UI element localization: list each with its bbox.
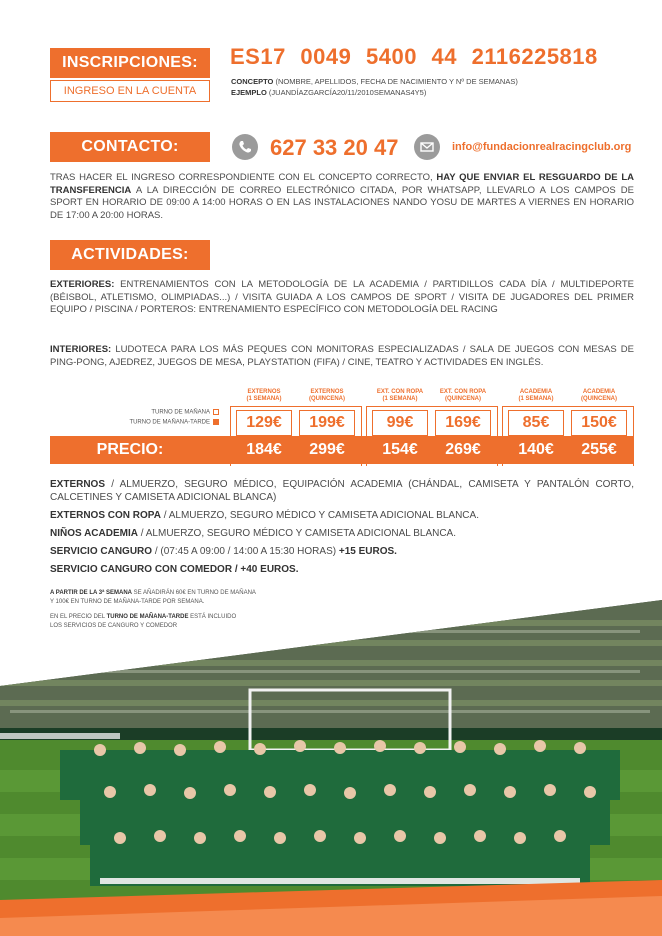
precio-heading: PRECIO: xyxy=(96,441,164,458)
ejemplo-line xyxy=(231,88,426,97)
price-col-head-line1: EXT. CON ROPA xyxy=(439,389,487,395)
mail-icon xyxy=(414,134,440,160)
academia-detail-label: NIÑOS ACADEMIA xyxy=(50,528,138,539)
price-col-head-line2: (1 SEMANA) xyxy=(518,396,554,402)
interiores-text: LUDOTECA PARA LOS MÁS PEQUES CON MONITORAS ESPECIALIZADAS / SALA DE JUEGOS CON MESAS DE PING-PONG, AJEDREZ, JUEGOS DE MESA, PLAYSTATION (FIFA) / CINE, TEATRO Y ACTIVIDADES EN INGLÉS. xyxy=(50,344,634,368)
price-col-head-line2: (1 SEMANA) xyxy=(382,396,418,402)
phone-icon xyxy=(232,134,258,160)
exteriores-text: ENTRENAMIENTOS CON LA METODOLOGÍA DE LA ACADEMIA / PARTIDILLOS CADA DÍA / MULTIDEPORTE (BÉISBOL, ATLETISMO, OLIMPIADAS...) / VISITA GUIADA A LOS CAMPOS DE SPORT / VISITA DE JUGADORES DEL PRIMER EQUIPO / PISCINA / PORTEROS: ENTRENAMIENTO ESPECÍFICO CON METODOLOGÍA DEL RACING xyxy=(50,279,634,315)
price-manana: 199€ xyxy=(299,410,355,436)
legend-manana-swatch xyxy=(213,409,219,415)
note-weeks-bold: A PARTIR DE LA 3ª SEMANA xyxy=(50,590,133,596)
legend-tarde xyxy=(129,419,219,426)
contacto-heading: CONTACTO: xyxy=(50,132,210,162)
legend-manana xyxy=(151,409,219,416)
price-tarde: 154€ xyxy=(372,437,428,463)
inscripciones-heading: INSCRIPCIONES: xyxy=(50,48,210,78)
canguro-detail-price: +15 EUROS. xyxy=(338,546,397,557)
price-col-head xyxy=(433,389,493,403)
price-col-head xyxy=(297,389,357,403)
note-weeks-text: SE AÑADIRÁN 60€ EN TURNO DE MAÑANA xyxy=(132,590,256,596)
team-photo xyxy=(0,600,662,936)
price-col-head-line2: (1 SEMANA) xyxy=(246,396,282,402)
price-col-head xyxy=(569,389,629,403)
price-col-head xyxy=(506,389,566,403)
price-manana: 99€ xyxy=(372,410,428,436)
iban-number: ES17 0049 5400 44 2116225818 xyxy=(230,44,598,69)
price-manana: 169€ xyxy=(435,410,491,436)
price-tarde: 184€ xyxy=(236,437,292,463)
externos-detail xyxy=(50,478,634,504)
price-tarde: 299€ xyxy=(299,437,355,463)
note-turno-text: EN EL PRECIO DEL xyxy=(50,614,107,620)
ropa-detail xyxy=(50,509,634,522)
note-turno-2: LOS SERVICIOS DE CANGURO Y COMEDOR xyxy=(50,623,178,629)
exteriores-label: EXTERIORES: xyxy=(50,279,115,290)
price-tarde: 140€ xyxy=(508,437,564,463)
note-turno-text2: ESTÁ INCLUIDO xyxy=(188,614,237,620)
legend-tarde-label: TURNO DE MAÑANA-TARDE xyxy=(129,419,210,426)
academia-detail-text: / ALMUERZO, SEGURO MÉDICO Y CAMISETA ADICIONAL BLANCA. xyxy=(137,528,457,539)
exteriores-paragraph xyxy=(50,279,634,317)
contacto-text-bold: HAY QUE ENVIAR EL RESGUARDO DE LA TRANSFERENCIA xyxy=(50,172,634,196)
comedor-detail-price: +40 EUROS. xyxy=(240,564,299,575)
canguro-detail xyxy=(50,545,634,558)
email-link[interactable]: info@fundacionrealracingclub.org xyxy=(452,141,632,153)
concepto-label: CONCEPTO xyxy=(231,77,274,86)
price-col-head-line1: EXTERNOS xyxy=(247,389,281,395)
price-col-head-line1: EXTERNOS xyxy=(310,389,344,395)
contacto-text-2: A LA DIRECCIÓN DE CORREO ELECTRÓNICO CITADA, POR WHATSAPP, LLEVARLO A LOS CAMPOS DE SPORT EN HORARIO DE 09:00 A 14:00 HORAS O EN LAS INSTALACIONES NANDO YOSU DE MARTES A VIERNES EN HORARIO DE 17:00 A 20:00 HORAS. xyxy=(50,184,634,221)
ropa-detail-text: / ALMUERZO, SEGURO MÉDICO Y CAMISETA ADICIONAL BLANCA. xyxy=(160,510,479,521)
ropa-detail-label: EXTERNOS CON ROPA xyxy=(50,510,161,521)
interiores-paragraph xyxy=(50,344,634,369)
externos-detail-text: / ALMUERZO, SEGURO MÉDICO, EQUIPACIÓN ACADEMIA (CHÁNDAL, CAMISETA Y PANTALÓN CORTO, CALCETINES Y CAMISETA ADICIONAL BLANCA) xyxy=(50,479,634,503)
price-col-head-line1: ACADEMIA xyxy=(519,389,553,395)
price-tarde: 269€ xyxy=(435,437,491,463)
contacto-text-1: TRAS HACER EL INGRESO CORRESPONDIENTE CON EL CONCEPTO CORRECTO, xyxy=(50,172,437,183)
comedor-detail xyxy=(50,563,634,576)
concepto-line xyxy=(231,77,518,86)
note-weeks-2: Y 100€ EN TURNO DE MAÑANA-TARDE POR SEMANA. xyxy=(50,599,205,605)
canguro-detail-text: / (07:45 A 09:00 / 14:00 A 15:30 HORAS) xyxy=(152,546,339,557)
legend-manana-label: TURNO DE MAÑANA xyxy=(151,409,210,416)
price-col-head xyxy=(370,389,430,403)
ejemplo-text: (JUANDÍAZGARCÍA20/11/2010SEMANAS4Y5) xyxy=(266,88,427,97)
note-weeks-1 xyxy=(50,589,256,597)
interiores-label: INTERIORES: xyxy=(50,344,112,355)
price-manana: 85€ xyxy=(508,410,564,436)
comedor-detail-sep: / xyxy=(232,564,241,575)
price-tarde: 255€ xyxy=(571,437,627,463)
legend-tarde-swatch xyxy=(213,419,219,425)
price-col-head-line1: EXT. CON ROPA xyxy=(376,389,424,395)
canguro-detail-label: SERVICIO CANGURO xyxy=(50,546,153,557)
price-col-head-line2: (QUINCENA) xyxy=(445,396,481,402)
inscripciones-sublabel: INGRESO EN LA CUENTA xyxy=(50,80,210,102)
price-manana: 150€ xyxy=(571,410,627,436)
price-col-head-line2: (QUINCENA) xyxy=(581,396,617,402)
externos-detail-label: EXTERNOS xyxy=(50,479,106,490)
phone-number[interactable]: 627 33 20 47 xyxy=(270,135,399,160)
price-col-head-line1: ACADEMIA xyxy=(582,389,616,395)
note-turno-bold: TURNO DE MAÑANA-TARDE xyxy=(106,614,189,620)
contacto-paragraph xyxy=(50,172,634,222)
concepto-text: (NOMBRE, APELLIDOS, FECHA DE NACIMIENTO Y Nº DE SEMANAS) xyxy=(273,77,518,86)
ejemplo-label: EJEMPLO xyxy=(231,88,267,97)
price-manana: 129€ xyxy=(236,410,292,436)
academia-detail xyxy=(50,527,634,540)
comedor-detail-label: SERVICIO CANGURO CON COMEDOR xyxy=(50,564,233,575)
actividades-heading: ACTIVIDADES: xyxy=(50,240,210,270)
price-col-head-line2: (QUINCENA) xyxy=(309,396,345,402)
price-col-head xyxy=(234,389,294,403)
